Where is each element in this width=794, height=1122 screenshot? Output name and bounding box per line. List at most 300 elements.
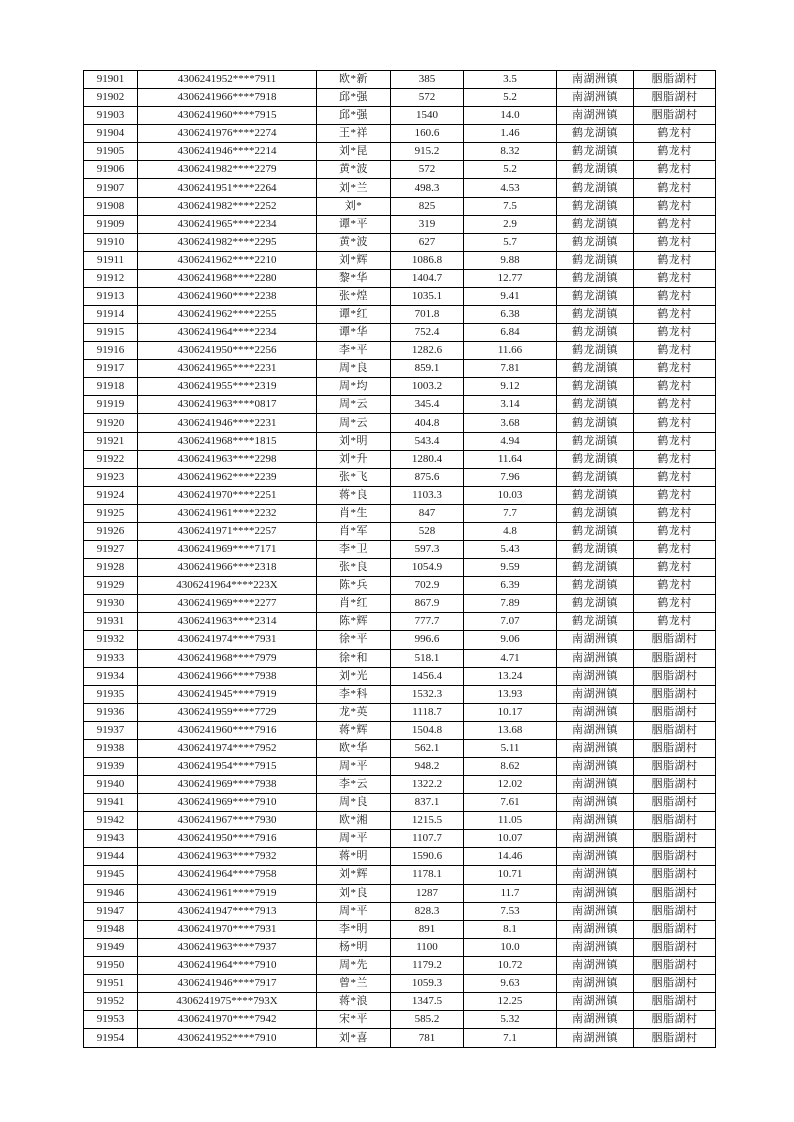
table-row [84,667,716,685]
table-row [84,884,716,902]
cell-name: 蒋*明 [317,848,391,866]
cell-village: 鹤龙村 [634,251,716,269]
cell-id-number: 4306241967****7930 [138,812,317,830]
table-row [84,107,716,125]
cell-value2: 5.2 [464,161,557,179]
table-row [84,1029,716,1048]
cell-name: 李*平 [317,342,391,360]
cell-seq: 91943 [84,830,138,848]
cell-seq: 91929 [84,577,138,595]
cell-seq: 91907 [84,179,138,197]
cell-value1: 1404.7 [391,269,464,287]
cell-seq: 91910 [84,233,138,251]
cell-value2: 13.68 [464,721,557,739]
cell-name: 张*煌 [317,287,391,305]
cell-seq: 91930 [84,595,138,613]
cell-seq: 91914 [84,306,138,324]
table-row [84,649,716,667]
cell-town: 鹤龙湖镇 [557,233,634,251]
cell-id-number: 4306241963****7932 [138,848,317,866]
cell-value2: 7.1 [464,1029,557,1048]
table-row [84,179,716,197]
cell-seq: 91950 [84,956,138,974]
cell-town: 鹤龙湖镇 [557,287,634,305]
cell-id-number: 4306241982****2252 [138,197,317,215]
cell-value2: 11.64 [464,450,557,468]
table-row [84,595,716,613]
cell-id-number: 4306241947****7913 [138,902,317,920]
cell-village: 胭脂湖村 [634,812,716,830]
cell-seq: 91921 [84,432,138,450]
cell-seq: 91953 [84,1011,138,1029]
cell-value1: 518.1 [391,649,464,667]
cell-id-number: 4306241960****7915 [138,107,317,125]
cell-name: 徐*和 [317,649,391,667]
table-row [84,848,716,866]
table-row [84,71,716,89]
cell-id-number: 4306241969****7938 [138,776,317,794]
cell-value1: 1103.3 [391,486,464,504]
cell-id-number: 4306241951****2264 [138,179,317,197]
cell-name: 刘*明 [317,432,391,450]
table-row [84,89,716,107]
cell-name: 周*平 [317,757,391,775]
cell-value2: 4.71 [464,649,557,667]
cell-id-number: 4306241970****7931 [138,920,317,938]
cell-town: 鹤龙湖镇 [557,360,634,378]
cell-value2: 8.1 [464,920,557,938]
cell-value2: 5.2 [464,89,557,107]
cell-village: 胭脂湖村 [634,776,716,794]
table-row [84,812,716,830]
table-row [84,631,716,649]
cell-name: 曾*兰 [317,974,391,992]
cell-town: 南湖洲镇 [557,1011,634,1029]
cell-village: 鹤龙村 [634,541,716,559]
cell-name: 周*云 [317,396,391,414]
cell-town: 南湖洲镇 [557,89,634,107]
cell-value2: 14.46 [464,848,557,866]
cell-seq: 91927 [84,541,138,559]
cell-seq: 91923 [84,468,138,486]
cell-town: 鹤龙湖镇 [557,179,634,197]
cell-value1: 1100 [391,938,464,956]
table-row [84,197,716,215]
table-row [84,757,716,775]
table-row [84,992,716,1010]
table-row [84,794,716,812]
cell-town: 鹤龙湖镇 [557,306,634,324]
cell-village: 鹤龙村 [634,504,716,522]
cell-value2: 9.59 [464,559,557,577]
cell-name: 肖*生 [317,504,391,522]
cell-town: 鹤龙湖镇 [557,414,634,432]
cell-value1: 1054.9 [391,559,464,577]
cell-value1: 1215.5 [391,812,464,830]
cell-id-number: 4306241959****7729 [138,703,317,721]
cell-value2: 7.89 [464,595,557,613]
table-body [84,71,716,1048]
cell-seq: 91931 [84,613,138,631]
cell-value1: 1282.6 [391,342,464,360]
table-row [84,938,716,956]
cell-name: 谭*平 [317,215,391,233]
cell-value2: 7.53 [464,902,557,920]
cell-value2: 8.32 [464,143,557,161]
cell-name: 陈*辉 [317,613,391,631]
cell-id-number: 4306241964****2234 [138,324,317,342]
cell-village: 胭脂湖村 [634,830,716,848]
cell-town: 鹤龙湖镇 [557,559,634,577]
cell-town: 鹤龙湖镇 [557,342,634,360]
cell-village: 胭脂湖村 [634,667,716,685]
cell-id-number: 4306241963****0817 [138,396,317,414]
cell-name: 黎*华 [317,269,391,287]
cell-village: 胭脂湖村 [634,848,716,866]
cell-value2: 7.7 [464,504,557,522]
cell-seq: 91944 [84,848,138,866]
cell-name: 肖*红 [317,595,391,613]
cell-village: 胭脂湖村 [634,757,716,775]
cell-id-number: 4306241969****2277 [138,595,317,613]
cell-seq: 91945 [84,866,138,884]
cell-value1: 1456.4 [391,667,464,685]
cell-id-number: 4306241970****2251 [138,486,317,504]
cell-village: 鹤龙村 [634,559,716,577]
cell-id-number: 4306241946****2231 [138,414,317,432]
cell-village: 鹤龙村 [634,342,716,360]
cell-name: 肖*军 [317,522,391,540]
cell-town: 南湖洲镇 [557,703,634,721]
cell-name: 刘*光 [317,667,391,685]
cell-name: 邱*强 [317,89,391,107]
cell-value1: 1178.1 [391,866,464,884]
cell-value1: 627 [391,233,464,251]
cell-town: 鹤龙湖镇 [557,486,634,504]
cell-seq: 91924 [84,486,138,504]
cell-value2: 6.38 [464,306,557,324]
cell-village: 胭脂湖村 [634,884,716,902]
cell-id-number: 4306241982****2279 [138,161,317,179]
cell-name: 刘*升 [317,450,391,468]
cell-value2: 5.43 [464,541,557,559]
cell-name: 周*良 [317,794,391,812]
table-row [84,161,716,179]
cell-village: 胭脂湖村 [634,685,716,703]
cell-seq: 91946 [84,884,138,902]
cell-name: 邱*强 [317,107,391,125]
cell-name: 周*良 [317,360,391,378]
cell-town: 南湖洲镇 [557,667,634,685]
cell-id-number: 4306241966****7938 [138,667,317,685]
cell-value2: 11.7 [464,884,557,902]
cell-village: 鹤龙村 [634,143,716,161]
cell-value2: 7.81 [464,360,557,378]
cell-id-number: 4306241968****1815 [138,432,317,450]
cell-value1: 1179.2 [391,956,464,974]
cell-seq: 91906 [84,161,138,179]
cell-value1: 1003.2 [391,378,464,396]
cell-id-number: 4306241952****7910 [138,1029,317,1048]
cell-seq: 91902 [84,89,138,107]
table-row [84,342,716,360]
table-row [84,974,716,992]
cell-value2: 10.71 [464,866,557,884]
cell-id-number: 4306241964****223X [138,577,317,595]
table-row [84,251,716,269]
cell-seq: 91933 [84,649,138,667]
cell-seq: 91912 [84,269,138,287]
cell-id-number: 4306241965****2231 [138,360,317,378]
cell-id-number: 4306241963****7937 [138,938,317,956]
cell-value2: 3.68 [464,414,557,432]
cell-value2: 9.06 [464,631,557,649]
table-row [84,468,716,486]
cell-value2: 10.03 [464,486,557,504]
cell-value2: 11.05 [464,812,557,830]
table-row [84,776,716,794]
cell-value2: 5.7 [464,233,557,251]
table-row [84,902,716,920]
cell-id-number: 4306241965****2234 [138,215,317,233]
cell-id-number: 4306241974****7931 [138,631,317,649]
cell-id-number: 4306241962****2255 [138,306,317,324]
cell-name: 张*飞 [317,468,391,486]
cell-name: 蒋*浪 [317,992,391,1010]
cell-name: 周*平 [317,830,391,848]
table-row [84,739,716,757]
table-row [84,522,716,540]
cell-value2: 10.72 [464,956,557,974]
table-row [84,143,716,161]
cell-value2: 10.17 [464,703,557,721]
cell-value1: 543.4 [391,432,464,450]
cell-name: 李*卫 [317,541,391,559]
cell-value1: 837.1 [391,794,464,812]
cell-id-number: 4306241969****7171 [138,541,317,559]
cell-village: 鹤龙村 [634,215,716,233]
cell-seq: 91915 [84,324,138,342]
table-row [84,866,716,884]
cell-village: 胭脂湖村 [634,938,716,956]
cell-name: 黄*波 [317,233,391,251]
table-row [84,920,716,938]
cell-value1: 1059.3 [391,974,464,992]
cell-value1: 597.3 [391,541,464,559]
table-row [84,414,716,432]
cell-value2: 9.88 [464,251,557,269]
cell-value1: 781 [391,1029,464,1048]
cell-id-number: 4306241975****793X [138,992,317,1010]
cell-value1: 1540 [391,107,464,125]
cell-value2: 3.5 [464,71,557,89]
cell-id-number: 4306241952****7911 [138,71,317,89]
cell-value1: 572 [391,161,464,179]
cell-village: 胭脂湖村 [634,89,716,107]
cell-value1: 1347.5 [391,992,464,1010]
cell-village: 鹤龙村 [634,360,716,378]
cell-name: 刘* [317,197,391,215]
cell-name: 陈*兵 [317,577,391,595]
cell-town: 南湖洲镇 [557,902,634,920]
cell-village: 鹤龙村 [634,595,716,613]
cell-town: 南湖洲镇 [557,776,634,794]
cell-value1: 1590.6 [391,848,464,866]
table-row [84,703,716,721]
cell-id-number: 4306241982****2295 [138,233,317,251]
cell-village: 鹤龙村 [634,287,716,305]
cell-value2: 11.66 [464,342,557,360]
cell-value2: 7.5 [464,197,557,215]
cell-id-number: 4306241974****7952 [138,739,317,757]
cell-town: 南湖洲镇 [557,812,634,830]
cell-id-number: 4306241955****2319 [138,378,317,396]
cell-seq: 91916 [84,342,138,360]
cell-town: 南湖洲镇 [557,107,634,125]
cell-seq: 91903 [84,107,138,125]
cell-id-number: 4306241971****2257 [138,522,317,540]
table-row [84,956,716,974]
cell-value1: 891 [391,920,464,938]
cell-value2: 4.8 [464,522,557,540]
cell-name: 刘*辉 [317,251,391,269]
cell-value1: 996.6 [391,631,464,649]
table-row [84,233,716,251]
cell-town: 鹤龙湖镇 [557,269,634,287]
cell-seq: 91949 [84,938,138,956]
cell-name: 黄*波 [317,161,391,179]
cell-name: 刘*兰 [317,179,391,197]
cell-village: 鹤龙村 [634,179,716,197]
table-row [84,396,716,414]
cell-village: 鹤龙村 [634,125,716,143]
cell-name: 周*平 [317,902,391,920]
cell-seq: 91936 [84,703,138,721]
cell-value1: 777.7 [391,613,464,631]
cell-seq: 91940 [84,776,138,794]
cell-value2: 14.0 [464,107,557,125]
cell-village: 胭脂湖村 [634,974,716,992]
cell-value2: 10.0 [464,938,557,956]
cell-name: 张*良 [317,559,391,577]
cell-seq: 91904 [84,125,138,143]
cell-village: 鹤龙村 [634,161,716,179]
cell-value1: 1322.2 [391,776,464,794]
cell-seq: 91937 [84,721,138,739]
cell-town: 鹤龙湖镇 [557,143,634,161]
cell-town: 鹤龙湖镇 [557,396,634,414]
cell-village: 胭脂湖村 [634,71,716,89]
cell-seq: 91922 [84,450,138,468]
cell-name: 李*明 [317,920,391,938]
cell-value1: 1532.3 [391,685,464,703]
cell-id-number: 4306241954****7915 [138,757,317,775]
cell-name: 李*云 [317,776,391,794]
cell-village: 鹤龙村 [634,486,716,504]
cell-value1: 859.1 [391,360,464,378]
cell-seq: 91939 [84,757,138,775]
cell-name: 刘*昆 [317,143,391,161]
cell-name: 宋*平 [317,1011,391,1029]
cell-name: 欧*湘 [317,812,391,830]
cell-value2: 6.39 [464,577,557,595]
cell-id-number: 4306241946****7917 [138,974,317,992]
cell-seq: 91918 [84,378,138,396]
cell-value1: 915.2 [391,143,464,161]
cell-value1: 1086.8 [391,251,464,269]
cell-town: 南湖洲镇 [557,992,634,1010]
cell-value2: 8.62 [464,757,557,775]
cell-town: 南湖洲镇 [557,830,634,848]
cell-id-number: 4306241966****2318 [138,559,317,577]
table-row [84,360,716,378]
cell-town: 南湖洲镇 [557,721,634,739]
cell-value1: 572 [391,89,464,107]
cell-seq: 91911 [84,251,138,269]
cell-town: 鹤龙湖镇 [557,595,634,613]
cell-seq: 91917 [84,360,138,378]
table-row [84,685,716,703]
cell-village: 胭脂湖村 [634,920,716,938]
cell-value1: 528 [391,522,464,540]
cell-seq: 91909 [84,215,138,233]
cell-value1: 1504.8 [391,721,464,739]
cell-village: 胭脂湖村 [634,649,716,667]
cell-value2: 4.94 [464,432,557,450]
cell-value1: 1280.4 [391,450,464,468]
cell-town: 南湖洲镇 [557,974,634,992]
table-row [84,269,716,287]
cell-name: 谭*红 [317,306,391,324]
cell-village: 胭脂湖村 [634,631,716,649]
cell-town: 鹤龙湖镇 [557,541,634,559]
cell-village: 鹤龙村 [634,197,716,215]
cell-village: 胭脂湖村 [634,866,716,884]
cell-id-number: 4306241969****7910 [138,794,317,812]
cell-id-number: 4306241946****2214 [138,143,317,161]
cell-value1: 825 [391,197,464,215]
cell-village: 鹤龙村 [634,324,716,342]
table-row [84,324,716,342]
cell-town: 鹤龙湖镇 [557,378,634,396]
cell-seq: 91920 [84,414,138,432]
cell-village: 鹤龙村 [634,306,716,324]
cell-value1: 404.8 [391,414,464,432]
table-row [84,1011,716,1029]
cell-town: 鹤龙湖镇 [557,613,634,631]
cell-id-number: 4306241968****2280 [138,269,317,287]
cell-value2: 13.93 [464,685,557,703]
cell-village: 胭脂湖村 [634,794,716,812]
cell-id-number: 4306241963****2314 [138,613,317,631]
table-row [84,541,716,559]
cell-value1: 498.3 [391,179,464,197]
cell-town: 鹤龙湖镇 [557,432,634,450]
cell-name: 徐*平 [317,631,391,649]
cell-town: 南湖洲镇 [557,938,634,956]
cell-id-number: 4306241964****7910 [138,956,317,974]
cell-town: 鹤龙湖镇 [557,251,634,269]
cell-value2: 3.14 [464,396,557,414]
cell-id-number: 4306241968****7979 [138,649,317,667]
cell-value2: 2.9 [464,215,557,233]
cell-village: 鹤龙村 [634,450,716,468]
cell-id-number: 4306241970****7942 [138,1011,317,1029]
cell-seq: 91947 [84,902,138,920]
cell-value1: 701.8 [391,306,464,324]
cell-seq: 91908 [84,197,138,215]
cell-village: 胭脂湖村 [634,107,716,125]
